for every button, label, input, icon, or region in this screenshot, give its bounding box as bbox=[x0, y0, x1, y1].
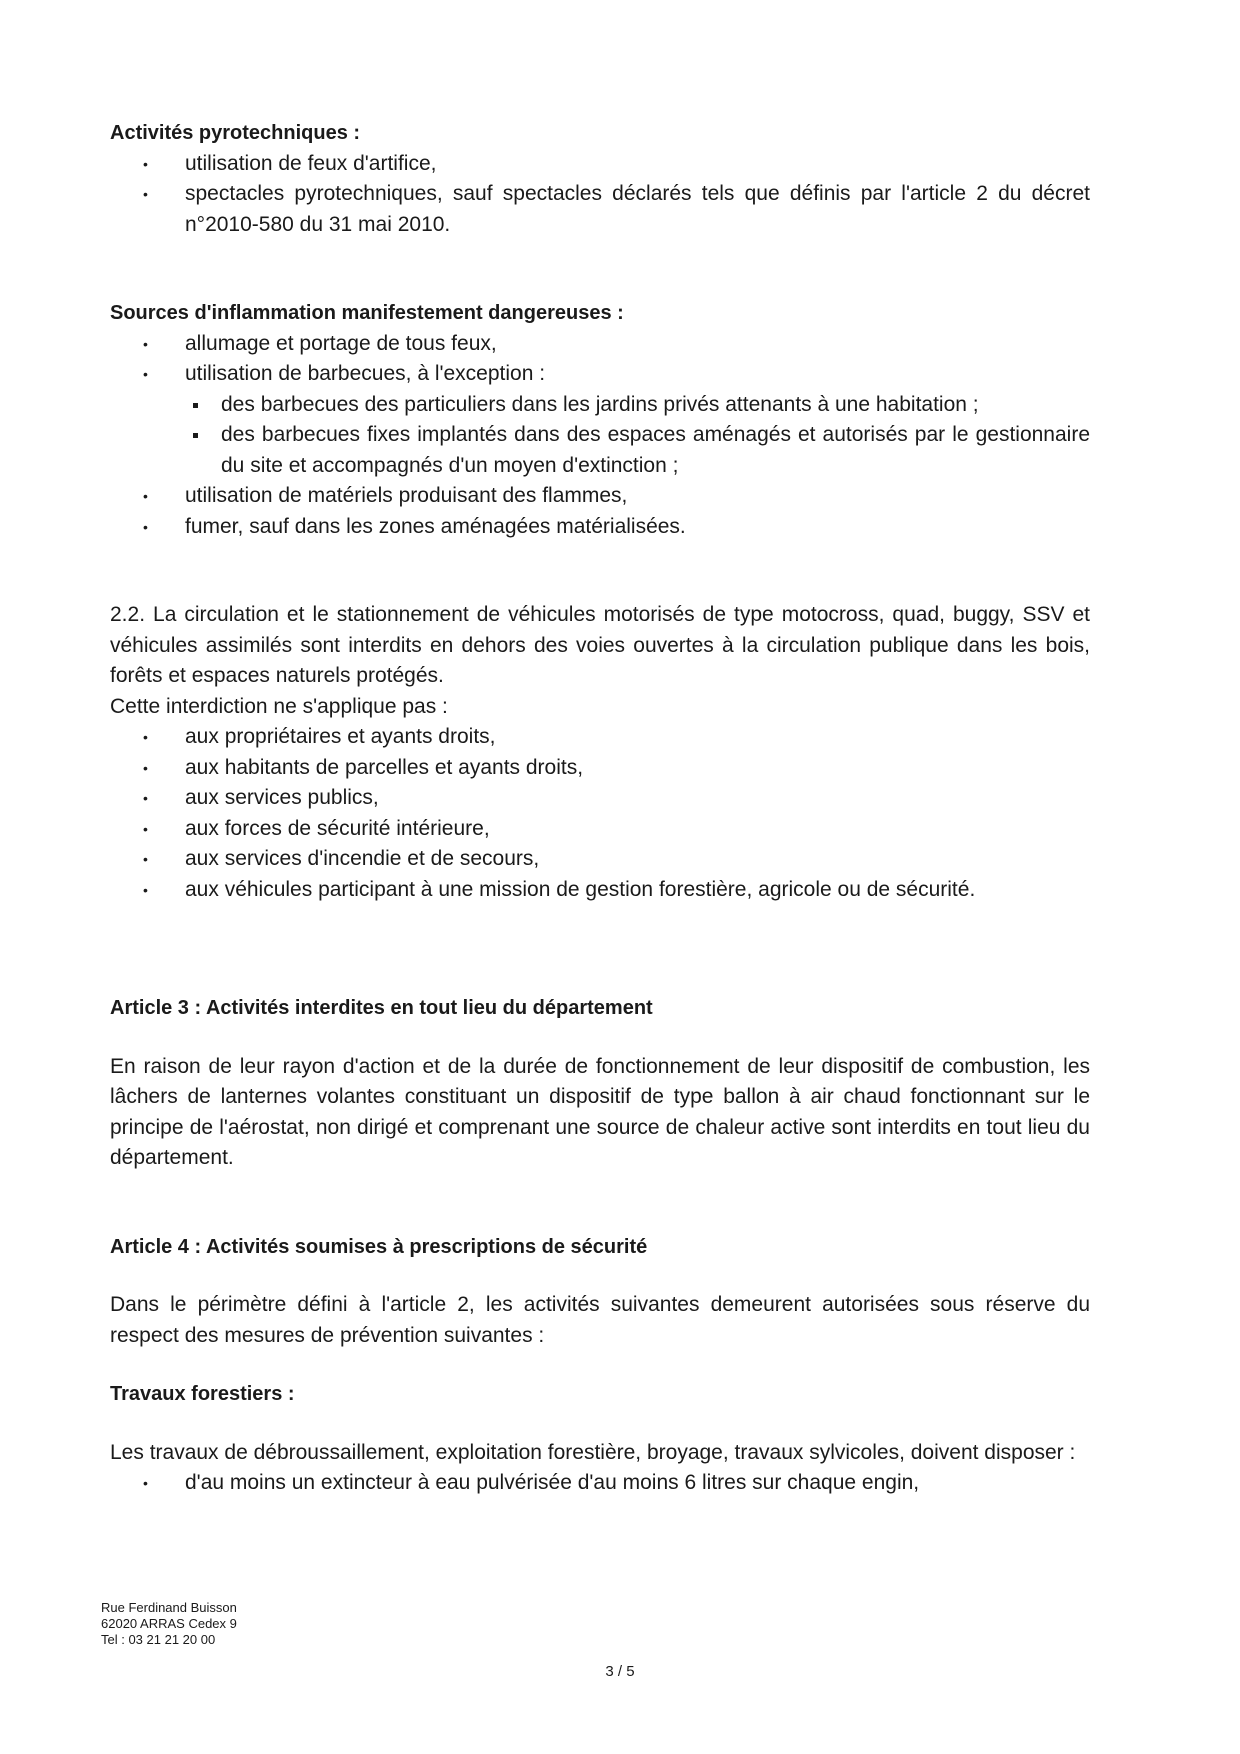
list-item-text: utilisation de barbecues, à l'exception : bbox=[185, 362, 546, 385]
document-body bbox=[110, 118, 1090, 1499]
list-item: • utilisation de feux d'artifice, bbox=[110, 149, 1090, 180]
page-number: 3 / 5 bbox=[605, 1663, 635, 1680]
ignition-sources-list bbox=[110, 329, 1090, 543]
exceptions-list bbox=[110, 722, 1090, 905]
heading-pyrotechnic-activities: Activités pyrotechniques : bbox=[110, 122, 361, 144]
list-item bbox=[110, 359, 1090, 481]
list-item: • aux services d'incendie et de secours, bbox=[110, 844, 1090, 875]
pyrotechnic-list bbox=[110, 149, 1090, 241]
list-item: • aux forces de sécurité intérieure, bbox=[110, 814, 1090, 845]
address-street: Rue Ferdinand Buisson bbox=[101, 1600, 237, 1615]
paragraph-exceptions-intro: Cette interdiction ne s'applique pas : bbox=[110, 694, 448, 718]
forestry-requirements-list bbox=[110, 1468, 1090, 1499]
paragraph-circulation: 2.2. La circulation et le stationnement de véhicules motorisés de type motocross, quad, buggy, SSV et véhicules assimilés sont interdits en dehors des voies ouvertes à la circulation publique dans les bois, forêts et espaces naturels protégés. bbox=[110, 603, 1090, 687]
list-item: • allumage et portage de tous feux, bbox=[110, 329, 1090, 360]
heading-article-3: Article 3 : Activités interdites en tout lieu du département bbox=[110, 997, 653, 1019]
list-item: • aux services publics, bbox=[110, 783, 1090, 814]
heading-forestry-work: Travaux forestiers : bbox=[110, 1383, 295, 1405]
list-item: • utilisation de matériels produisant des flammes, bbox=[110, 481, 1090, 512]
sub-list-item: des barbecues des particuliers dans les jardins privés attenants à une habitation ; bbox=[185, 390, 1090, 421]
paragraph-article-4: Dans le périmètre défini à l'article 2, les activités suivantes demeurent autorisées sous réserve du respect des mesures de prévention suivantes : bbox=[110, 1293, 1090, 1347]
address-city: 62020 ARRAS Cedex 9 bbox=[101, 1616, 237, 1631]
heading-ignition-sources: Sources d'inflammation manifestement dangereuses : bbox=[110, 302, 624, 324]
list-item: • fumer, sauf dans les zones aménagées matérialisées. bbox=[110, 512, 1090, 543]
list-item: • spectacles pyrotechniques, sauf spectacles déclarés tels que définis par l'article 2 du décret n°2010-580 du 31 mai 2010. bbox=[110, 179, 1090, 240]
paragraph-forestry-work: Les travaux de débroussaillement, exploitation forestière, broyage, travaux sylvicoles, doivent disposer : bbox=[110, 1440, 1076, 1464]
list-item: • d'au moins un extincteur à eau pulvérisée d'au moins 6 litres sur chaque engin, bbox=[110, 1468, 1090, 1499]
address-phone: Tel : 03 21 21 20 00 bbox=[101, 1632, 216, 1647]
list-item: • aux habitants de parcelles et ayants droits, bbox=[110, 753, 1090, 784]
sub-list-item: des barbecues fixes implantés dans des espaces aménagés et autorisés par le gestionnaire du site et accompagnés d'un moyen d'extinction ; bbox=[185, 420, 1090, 481]
list-item: • aux propriétaires et ayants droits, bbox=[110, 722, 1090, 753]
heading-article-4: Article 4 : Activités soumises à prescriptions de sécurité bbox=[110, 1235, 648, 1258]
footer-address bbox=[101, 1600, 237, 1648]
barbecue-exceptions-list bbox=[185, 390, 1090, 482]
paragraph-article-3: En raison de leur rayon d'action et de la durée de fonctionnement de leur dispositif de combustion, les lâchers de lanternes volantes constituant un dispositif de type ballon à air chaud fonctionnant sur le principe de l'aérostat, non dirigé et comprenant une source de chaleur active sont interdits en tout lieu du département. bbox=[110, 1054, 1090, 1169]
list-item: • aux véhicules participant à une mission de gestion forestière, agricole ou de sécurité. bbox=[110, 875, 1090, 906]
